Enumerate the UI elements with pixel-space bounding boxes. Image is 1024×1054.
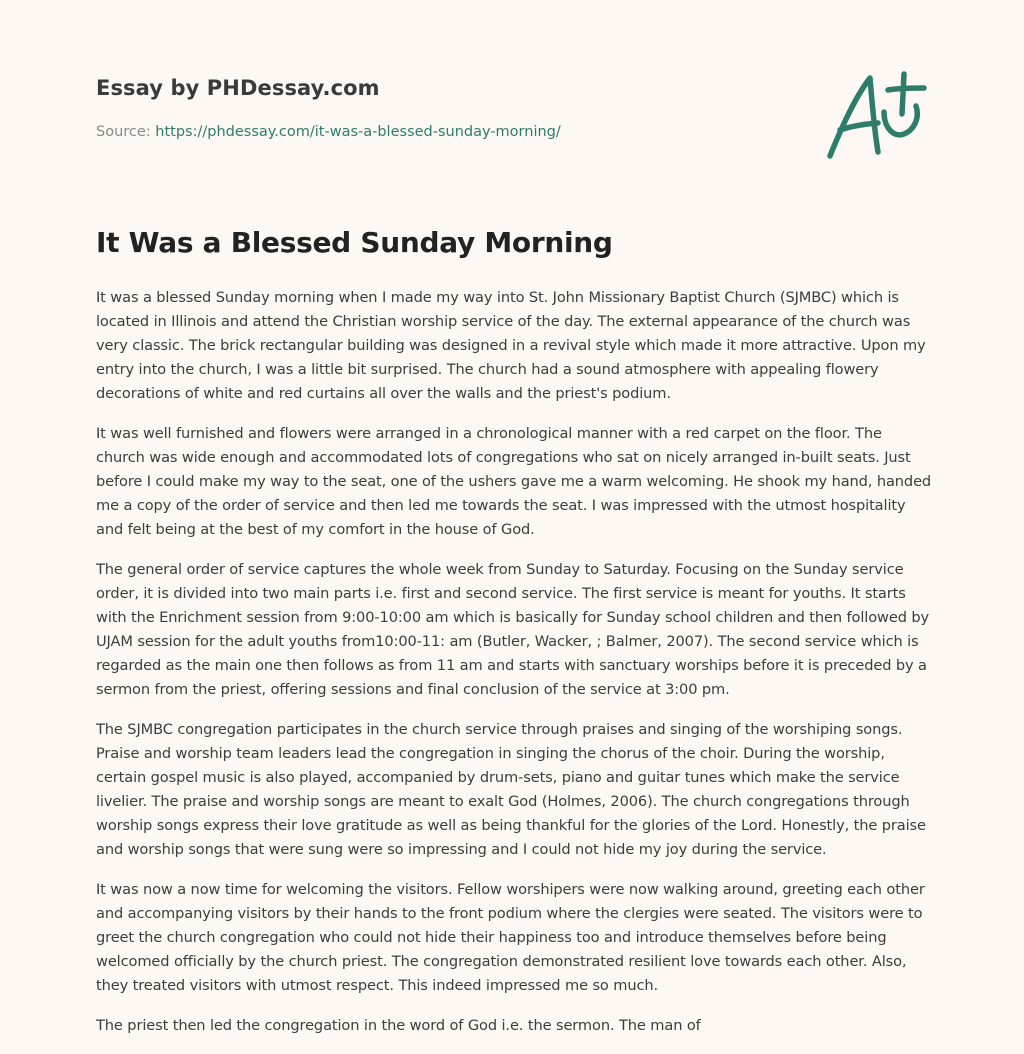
site-title: Essay by PHDessay.com: [96, 76, 380, 100]
source-line: [96, 124, 561, 140]
essay-paragraph: The SJMBC congregation participates in the church service through praises and singing of the worshiping songs. Praise and worship team leaders lead the congregation in singing the chorus of the choir. During the worship, certain gospel music is also played, accompanied by drum-sets, piano and guitar tunes which make the service livelier. The praise and worship songs are meant to exalt God (Holmes, 2006). The church congregations through worship songs express their love gratitude as well as being thankful for the glories of the Lord. Honestly, the praise and worship songs that were sung were so impressing and I could not hide my joy during the service.: [96, 721, 926, 858]
page-header: [96, 74, 928, 194]
source-link[interactable]: https://phdessay.com/it-was-a-blessed-sunday-morning/: [155, 124, 561, 140]
essay-paragraph: It was now a now time for welcoming the visitors. Fellow worshipers were now walking around, greeting each other and accompanying visitors by their hands to the front podium where the clergies were seated. The visitors were to greet the church congregation who could not hide their happiness too and introduce themselves before being welcomed officially by the church priest. The congregation demonstrated resilient love towards each other. Also, they treated visitors with utmost respect. This indeed impressed me so much.: [96, 881, 925, 994]
a-plus-grade-icon: [824, 68, 928, 164]
essay-body: [96, 286, 932, 1054]
essay-title: It Was a Blessed Sunday Morning: [96, 226, 613, 259]
source-label: Source:: [96, 124, 151, 140]
essay-paragraph: It was well furnished and flowers were arranged in a chronological manner with a red carpet on the floor. The church was wide enough and accommodated lots of congregations who sat on nicely arranged in-built seats. Just before I could make my way to the seat, one of the ushers gave me a warm welcoming. He shook my hand, handed me a copy of the order of service and then led me towards the seat. I was impressed with the utmost hospitality and felt being at the best of my comfort in the house of God.: [96, 425, 932, 538]
essay-paragraph: The priest then led the congregation in the word of God i.e. the sermon. The man of: [96, 1017, 701, 1034]
essay-paragraph: The general order of service captures the whole week from Sunday to Saturday. Focusing on the Sunday service order, it is divided into two main parts i.e. first and second service. The first service is meant for youths. It starts with the Enrichment session from 9:00-10:00 am which is basically for Sunday school children and then followed by UJAM session for the adult youths from10:00-11: am (Butler, Wacker, ; Balmer, 2007). The second service which is regarded as the main one then follows as from 11 am and starts with sanctuary worships before it is preceded by a sermon from the priest, offering sessions and final conclusion of the service at 3:00 pm.: [96, 561, 930, 698]
essay-paragraph: It was a blessed Sunday morning when I made my way into St. John Missionary Baptist Church (SJMBC) which is located in Illinois and attend the Christian worship service of the day. The external appearance of the church was very classic. The brick rectangular building was designed in a revival style which made it more attractive. Upon my entry into the church, I was a little bit surprised. The church had a sound atmosphere with appealing flowery decorations of white and red curtains all over the walls and the priest's podium.: [96, 289, 926, 402]
